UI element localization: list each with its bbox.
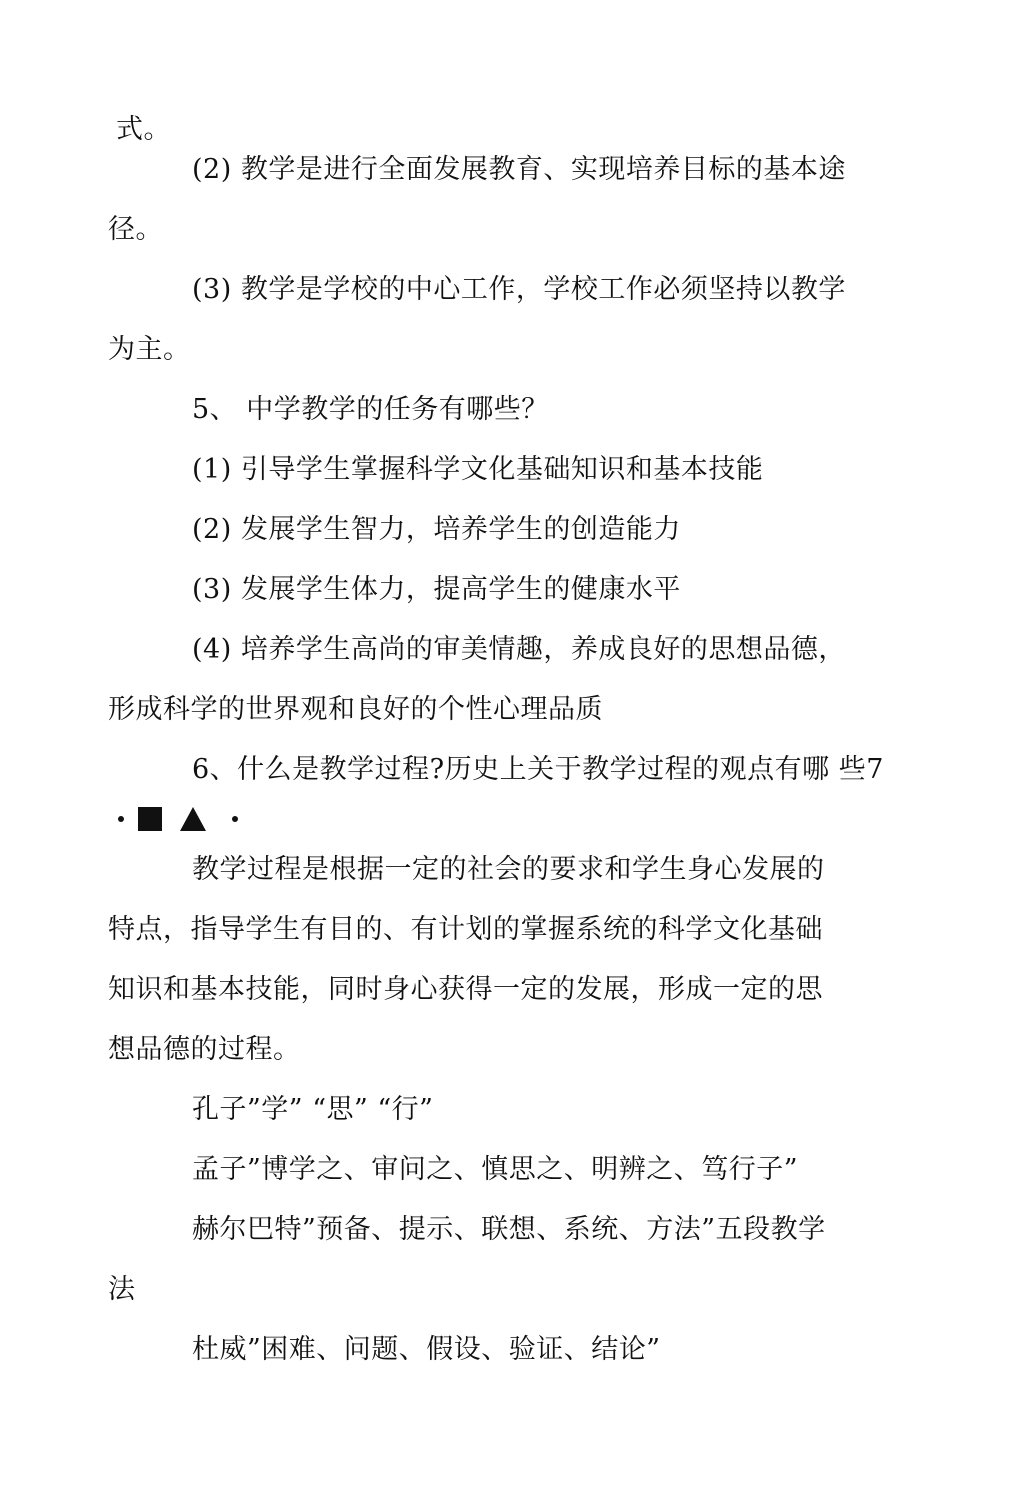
- definition-line-4: 想品德的过程。: [108, 1034, 301, 1065]
- task-3: (3) 发展学生体力，提高学生的健康水平: [192, 574, 681, 605]
- herbart-line-continued: 法: [108, 1274, 136, 1305]
- dewey-line: 杜威”困难、问题、假设、验证、结论”: [192, 1334, 661, 1365]
- text-line-4: (3) 教学是学校的中心工作，学校工作必须坚持以教学: [192, 274, 846, 305]
- definition-line-2: 特点，指导学生有目的、有计划的掌握系统的科学文化基础: [108, 914, 823, 945]
- task-4-continued: 形成科学的世界观和良好的个性心理品质: [108, 694, 603, 725]
- definition-line-1: 教学过程是根据一定的社会的要求和学生身心发展的: [192, 854, 825, 885]
- dot-icon: [118, 816, 124, 822]
- symbol-row: [118, 800, 258, 840]
- text-line-2: (2) 教学是进行全面发展教育、实现培养目标的基本途: [192, 154, 846, 185]
- task-4: (4) 培养学生高尚的审美情趣，养成良好的思想品德，: [192, 634, 846, 665]
- confucius-line: 孔子”学” “思” “行”: [192, 1094, 434, 1125]
- question-5: 5、 中学教学的任务有哪些？: [192, 394, 549, 425]
- triangle-icon: [180, 807, 206, 831]
- definition-line-3: 知识和基本技能，同时身心获得一定的发展，形成一定的思: [108, 974, 823, 1005]
- text-line-3: 径。: [108, 214, 163, 245]
- text-line-1: 式。: [116, 114, 171, 145]
- square-icon: [138, 807, 162, 831]
- text-line-5: 为主。: [108, 334, 191, 365]
- task-2: (2) 发展学生智力，培养学生的创造能力: [192, 514, 681, 545]
- herbart-line: 赫尔巴特”预备、提示、联想、系统、方法”五段教学: [192, 1214, 826, 1245]
- question-6: 6、什么是教学过程?历史上关于教学过程的观点有哪 些7: [192, 754, 884, 785]
- task-1: (1) 引导学生掌握科学文化基础知识和基本技能: [192, 454, 764, 485]
- mencius-line: 孟子”博学之、审问之、慎思之、明辨之、笃行子”: [192, 1154, 799, 1185]
- dot-icon: [232, 816, 238, 822]
